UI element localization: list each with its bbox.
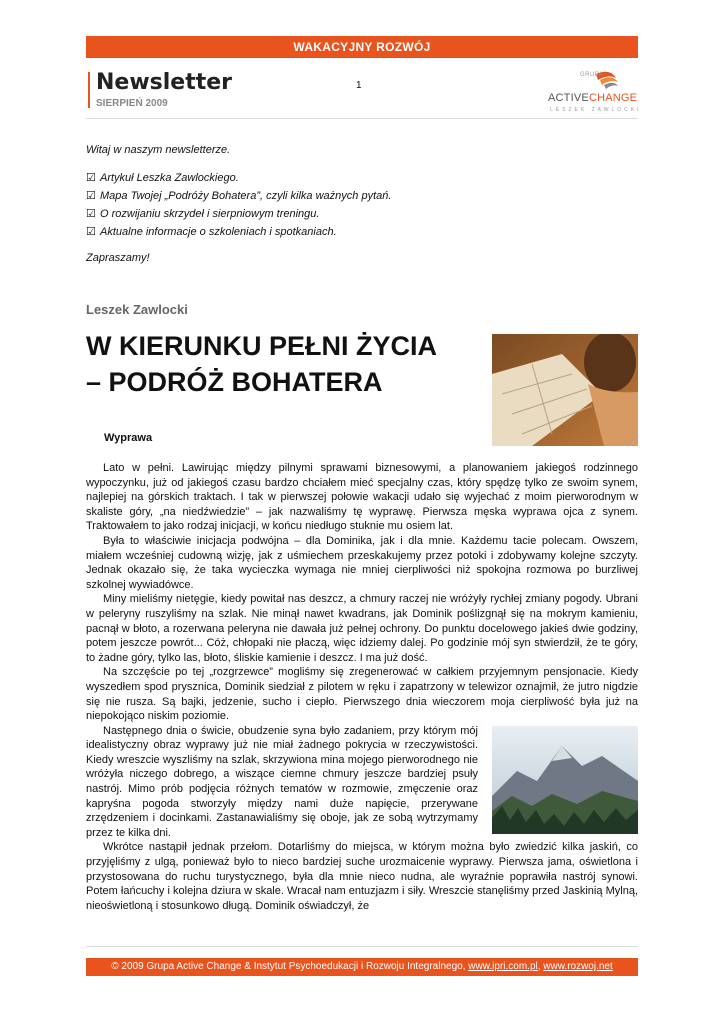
logo-name-part1: ACTIVE: [548, 92, 589, 104]
checkbox-icon: ☑: [86, 208, 96, 220]
footer-divider: [86, 946, 638, 947]
list-item-text: Mapa Twojej „Podróży Bohatera”, czyli kilka ważnych pytań.: [100, 190, 392, 202]
map-photo-icon: [492, 334, 638, 446]
list-item: [86, 169, 556, 187]
intro-section: [86, 143, 556, 265]
article-paragraph: Miny mieliśmy nietęgie, kiedy powitał nas deszcz, a chmury raczej nie wróżyły rychłej zmiany pogody. Ubrani w peleryny ruszyliśmy na szlak. Nie minął nawet kwadrans, jak Dominik poślizgnął się na mokrym kamieniu, pacnął w błoto, a rozerwana peleryna nie dawała już pełnej ochrony. Do punktu docelowego jakieś dwie godziny, potem jeszcze powrót... Cóż, chłopaki nie płaczą, więc idziemy dalej. Po godzinie mój syn stwierdził, że te góry, to żadne góry, tylko las, błoto, śliskie kamienie i deszcz. I ma już dość.: [86, 593, 638, 664]
intro-greeting: Witaj w naszym newsletterze.: [86, 144, 231, 156]
footer-band: [86, 958, 638, 976]
article-headline: [86, 328, 486, 400]
article-paragraph: Wkrótce nastąpił jednak przełom. Dotarliśmy do miejsca, w którym można było zwiedzić kilka jaskiń, co przyjęliśmy z ulgą, ponieważ było to nieco bardziej suche urozmaicenie wyprawy. Pierwsza jama, oświetlona i przystosowana do ruchu turystycznego, była dla mnie nieco nudna, ale wyraźnie poprawiła nastrój synowi. Potem łańcuchy i kolejna dziura w skale. Wracał nam entuzjazm i siły. Wreszcie stanęliśmy przed Jaskinią Mylną, nieoświetloną i stosunkowo długą. Dominik oświadczył, że: [86, 841, 638, 912]
footer-link-ipri[interactable]: www.ipri.com.pl: [468, 961, 538, 972]
list-item-text: Artykuł Leszka Zawlockiego.: [100, 172, 239, 184]
logo-name: [548, 92, 637, 104]
list-item-text: O rozwijaniu skrzydeł i sierpniowym treningu.: [100, 208, 320, 220]
logo-name-part2: CHANGE: [588, 92, 638, 104]
article-paragraph: Na szczęście po tej „rozgrzewce” mogliśmy się zregenerować w całkiem przyjemnym pensjonacie. Kiedy wyszedłem spod prysznica, Dominik siedział z pilotem w ręku i zapatrzony w telewizor oznajmił, że jutro nigdzie się nie rusza. Są bajki, jedzenie, sucho i ciepło. Pierwszego dnia wieczorem moja cierpliwość była już na niepokojąco niskim poziomie.: [86, 666, 638, 723]
headline-line1: W KIERUNKU PEŁNI ŻYCIA: [86, 331, 437, 361]
footer-text: © 2009 Grupa Active Change & Instytut Psychoedukacji i Rozwoju Integralnego,: [111, 961, 466, 972]
title-accent-bar: [88, 72, 90, 108]
logo-subtitle: LESZEK ZAWLOCKI: [550, 107, 642, 113]
logo-grupa-text: GRUPA: [580, 72, 604, 78]
article-body: [86, 461, 638, 913]
header-divider: [86, 118, 638, 119]
intro-list: [86, 169, 556, 241]
list-item: [86, 187, 556, 205]
footer-separator: ,: [537, 961, 541, 972]
mountain-photo-icon: [492, 726, 638, 834]
checkbox-icon: ☑: [86, 226, 96, 238]
list-item-text: Aktualne informacje o szkoleniach i spotkaniach.: [100, 226, 337, 238]
article-paragraph: Była to właściwie inicjacja podwójna – dla Dominika, jak i dla mnie. Każdemu tacie polecam. Owszem, miałem wcześniej cudowną wizję, jak z uśmiechem przeskakujemy przez potoki i zdobywamy kolejne szczyty. Jednak okazało się, że taka wycieczka wymaga nie mniej cierpliwości niż spokojna rozmowa po burzliwej szkolnej wywiadówce.: [86, 534, 638, 591]
list-item: [86, 223, 556, 241]
list-item: [86, 205, 556, 223]
article-paragraph: Lato w pełni. Lawirując między pilnymi sprawami biznesowymi, a planowaniem jakiegoś rodzinnego wypoczynku, już od jakiegoś czasu bardzo chciałem mieć specjalny czas, który spędzę tylko ze swoim synem, najlepiej na górskich traktach. I tak w pierwszej połowie wakacji udało się wyjechać z moim pierworodnym w skaliste góry, „na niedźwiedzie” – jak nazwaliśmy tę wyprawę. Pierwsza męska wyprawa ojca z synem. Traktowałem to jako rodzaj inicjacji, w końcu niedługo stuknie mu osiem lat.: [86, 462, 638, 533]
intro-closing: Zapraszamy!: [86, 252, 150, 264]
headline-line2: – PODRÓŻ BOHATERA: [86, 367, 383, 397]
checkbox-icon: ☑: [86, 190, 96, 202]
newsletter-date: SIERPIEŃ 2009: [96, 98, 168, 109]
checkbox-icon: ☑: [86, 172, 96, 184]
article-author: Leszek Zawlocki: [86, 302, 188, 317]
article-subheading: Wyprawa: [104, 432, 153, 444]
footer-link-rozwoj[interactable]: www.rozwoj.net: [543, 961, 613, 972]
newsletter-title: Newsletter: [96, 70, 233, 95]
header-band-title: WAKACYJNY ROZWÓJ: [293, 40, 431, 54]
page-number: 1: [356, 80, 362, 91]
article-paragraph: Następnego dnia o świcie, obudzenie syna było zadaniem, przy którym mój idealistyczny obraz wyprawy już nie miał żadnego pokrycia w rzeczywistości. Kiedy wreszcie wyszliśmy na szlak, skrzywiona mina mojego pierworodnego nie wróżyła niczego dobrego, a wiszące ciemne chmury jeszcze bardziej psuły nastrój. Mimo prób podjęcia różnych tematów w rozmowie, zmęczenie oraz kapryśna pogoda stworzyły między nami duże napięcie, przerywane zrzędzeniem i docinkami. Zastanawialiśmy się oboje, jak ze sobą wytrzymamy przez te kilka dni.: [86, 724, 478, 839]
header-band: [86, 36, 638, 58]
